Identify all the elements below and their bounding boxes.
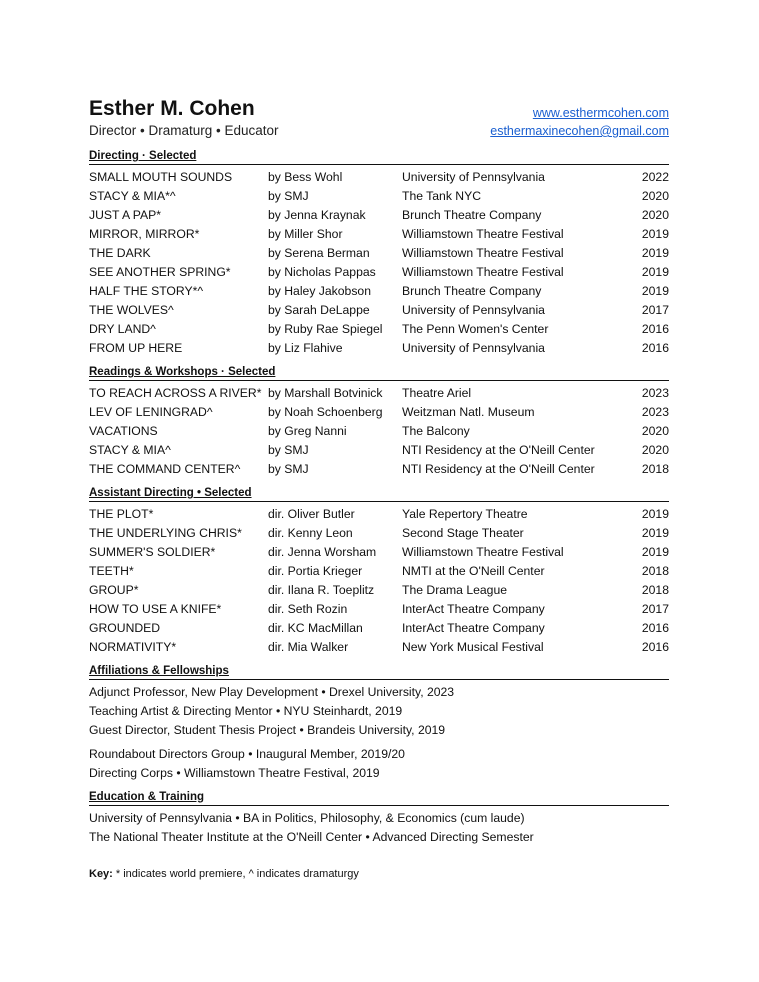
- credit-year: 2016: [641, 640, 669, 654]
- resume-page: [89, 96, 669, 881]
- credit-person: by Haley Jakobson: [268, 284, 371, 298]
- credit-year: 2018: [641, 564, 669, 578]
- credit-year: 2022: [641, 170, 669, 184]
- credit-title: DRY LAND^: [89, 322, 156, 336]
- credit-year: 2018: [641, 462, 669, 476]
- credit-title: HALF THE STORY*^: [89, 284, 204, 298]
- affiliation-line: Teaching Artist & Directing Mentor • NYU Steinhardt, 2019: [89, 704, 403, 718]
- credit-venue: InterAct Theatre Company: [402, 621, 545, 635]
- credit-title: TEETH*: [89, 564, 134, 578]
- credit-title: HOW TO USE A KNIFE*: [89, 602, 222, 616]
- credit-person: dir. KC MacMillan: [268, 621, 363, 635]
- credit-title: SMALL MOUTH SOUNDS: [89, 170, 233, 184]
- credit-year: 2016: [641, 341, 669, 355]
- credit-row: [89, 422, 669, 441]
- credit-title: FROM UP HERE: [89, 341, 183, 355]
- credit-person: dir. Ilana R. Toeplitz: [268, 583, 375, 597]
- website-link[interactable]: www.esthermcohen.com: [532, 106, 669, 120]
- credit-title: JUST A PAP*: [89, 208, 162, 222]
- credit-person: dir. Kenny Leon: [268, 526, 353, 540]
- credit-venue: University of Pennsylvania: [402, 170, 545, 184]
- credit-venue: Brunch Theatre Company: [402, 284, 542, 298]
- credit-row: [89, 619, 669, 638]
- credit-title: THE WOLVES^: [89, 303, 174, 317]
- credit-row: [89, 206, 669, 225]
- credit-venue: Williamstown Theatre Festival: [402, 246, 564, 260]
- credit-year: 2023: [641, 405, 669, 419]
- section-title-affiliations: Affiliations & Fellowships: [89, 664, 669, 680]
- assistant-directing-list: [89, 505, 669, 657]
- credit-year: 2016: [641, 621, 669, 635]
- credit-person: by Greg Nanni: [268, 424, 347, 438]
- credit-person: by Miller Shor: [268, 227, 343, 241]
- key-text: * indicates world premiere, ^ indicates dramaturgy: [112, 868, 359, 880]
- affiliations-list: [89, 683, 669, 783]
- credit-row: [89, 244, 669, 263]
- key-label: Key:: [89, 868, 113, 880]
- affiliation-line: Directing Corps • Williamstown Theatre Festival, 2019: [89, 766, 380, 780]
- affiliation-line: Adjunct Professor, New Play Development • Drexel University, 2023: [89, 685, 455, 699]
- credit-row: [89, 225, 669, 244]
- section-title-directing: Directing · Selected: [89, 149, 669, 165]
- credit-venue: The Penn Women's Center: [402, 322, 549, 336]
- credit-title: NORMATIVITY*: [89, 640, 177, 654]
- credit-person: by Jenna Kraynak: [268, 208, 366, 222]
- credit-year: 2019: [641, 284, 669, 298]
- credit-row: [89, 339, 669, 358]
- credit-person: by Ruby Rae Spiegel: [268, 322, 383, 336]
- credit-year: 2017: [641, 602, 669, 616]
- credit-row: [89, 524, 669, 543]
- email-link[interactable]: esthermaxinecohen@gmail.com: [490, 124, 669, 138]
- credit-venue: The Drama League: [402, 583, 508, 597]
- credit-person: by Nicholas Pappas: [268, 265, 376, 279]
- credit-person: by SMJ: [268, 189, 309, 203]
- credit-person: dir. Portia Krieger: [268, 564, 363, 578]
- affiliation-line: Roundabout Directors Group • Inaugural Member, 2019/20: [89, 747, 405, 761]
- credit-person: dir. Oliver Butler: [268, 507, 355, 521]
- education-line: University of Pennsylvania • BA in Politics, Philosophy, & Economics (cum laude): [89, 811, 525, 825]
- credit-person: by Sarah DeLappe: [268, 303, 370, 317]
- credit-row: [89, 460, 669, 479]
- credit-person: by Serena Berman: [268, 246, 370, 260]
- credit-year: 2019: [641, 526, 669, 540]
- credit-year: 2019: [641, 227, 669, 241]
- credit-venue: InterAct Theatre Company: [402, 602, 545, 616]
- credit-venue: University of Pennsylvania: [402, 341, 545, 355]
- credit-venue: Brunch Theatre Company: [402, 208, 542, 222]
- credit-year: 2016: [641, 322, 669, 336]
- credit-venue: NTI Residency at the O'Neill Center: [402, 462, 595, 476]
- education-list: [89, 809, 669, 847]
- section-title-assistant-directing: Assistant Directing • Selected: [89, 486, 669, 502]
- credit-venue: NMTI at the O'Neill Center: [402, 564, 545, 578]
- credit-row: [89, 543, 669, 562]
- credit-person: by SMJ: [268, 443, 309, 457]
- section-title-readings: Readings & Workshops · Selected: [89, 365, 669, 381]
- credit-title: MIRROR, MIRROR*: [89, 227, 200, 241]
- person-name: Esther M. Cohen: [89, 97, 255, 120]
- credit-person: dir. Seth Rozin: [268, 602, 348, 616]
- education-line: The National Theater Institute at the O'Neill Center • Advanced Directing Semester: [89, 830, 534, 844]
- credit-venue: Williamstown Theatre Festival: [402, 227, 564, 241]
- credit-row: [89, 301, 669, 320]
- credit-year: 2017: [641, 303, 669, 317]
- credit-person: dir. Mia Walker: [268, 640, 349, 654]
- credit-title: SUMMER'S SOLDIER*: [89, 545, 216, 559]
- credit-row: [89, 384, 669, 403]
- credit-title: GROUP*: [89, 583, 139, 597]
- credit-person: by Marshall Botvinick: [268, 386, 383, 400]
- credit-title: STACY & MIA*^: [89, 189, 176, 203]
- credit-row: [89, 505, 669, 524]
- credit-year: 2019: [641, 246, 669, 260]
- credit-row: [89, 168, 669, 187]
- credit-row: [89, 562, 669, 581]
- credit-year: 2020: [641, 424, 669, 438]
- credit-title: THE UNDERLYING CHRIS*: [89, 526, 242, 540]
- credit-year: 2019: [641, 507, 669, 521]
- credit-title: STACY & MIA^: [89, 443, 171, 457]
- credit-person: by Noah Schoenberg: [268, 405, 383, 419]
- credit-row: [89, 282, 669, 301]
- credit-year: 2020: [641, 443, 669, 457]
- credit-year: 2019: [641, 265, 669, 279]
- credit-person: by Bess Wohl: [268, 170, 343, 184]
- readings-list: [89, 384, 669, 479]
- credit-row: [89, 581, 669, 600]
- credit-year: 2018: [641, 583, 669, 597]
- credit-person: dir. Jenna Worsham: [268, 545, 377, 559]
- credit-venue: Yale Repertory Theatre: [402, 507, 528, 521]
- credit-row: [89, 187, 669, 206]
- credit-row: [89, 600, 669, 619]
- credit-venue: Weitzman Natl. Museum: [402, 405, 535, 419]
- credit-row: [89, 320, 669, 339]
- credit-title: TO REACH ACROSS A RIVER*: [89, 386, 262, 400]
- credit-venue: Theatre Ariel: [402, 386, 472, 400]
- credit-venue: Williamstown Theatre Festival: [402, 265, 564, 279]
- credit-title: GROUNDED: [89, 621, 161, 635]
- key-legend: [89, 867, 669, 881]
- credit-venue: University of Pennsylvania: [402, 303, 545, 317]
- credit-title: SEE ANOTHER SPRING*: [89, 265, 231, 279]
- credit-year: 2020: [641, 189, 669, 203]
- credit-venue: The Balcony: [402, 424, 470, 438]
- credit-row: [89, 638, 669, 657]
- credit-row: [89, 441, 669, 460]
- resume-header: [89, 96, 669, 142]
- credit-venue: NTI Residency at the O'Neill Center: [402, 443, 595, 457]
- credit-title: LEV OF LENINGRAD^: [89, 405, 213, 419]
- credit-row: [89, 263, 669, 282]
- credit-year: 2020: [641, 208, 669, 222]
- credit-row: [89, 403, 669, 422]
- credit-title: THE PLOT*: [89, 507, 154, 521]
- credit-venue: Williamstown Theatre Festival: [402, 545, 564, 559]
- credit-title: VACATIONS: [89, 424, 158, 438]
- credit-venue: The Tank NYC: [402, 189, 482, 203]
- credit-venue: New York Musical Festival: [402, 640, 544, 654]
- credit-title: THE COMMAND CENTER^: [89, 462, 241, 476]
- section-title-education: Education & Training: [89, 790, 669, 806]
- credit-venue: Second Stage Theater: [402, 526, 524, 540]
- directing-list: [89, 168, 669, 358]
- credit-person: by Liz Flahive: [268, 341, 343, 355]
- credit-person: by SMJ: [268, 462, 309, 476]
- credit-year: 2023: [641, 386, 669, 400]
- credit-title: THE DARK: [89, 246, 151, 260]
- tagline: Director • Dramaturg • Educator: [89, 123, 279, 138]
- affiliation-line: Guest Director, Student Thesis Project • Brandeis University, 2019: [89, 723, 446, 737]
- credit-year: 2019: [641, 545, 669, 559]
